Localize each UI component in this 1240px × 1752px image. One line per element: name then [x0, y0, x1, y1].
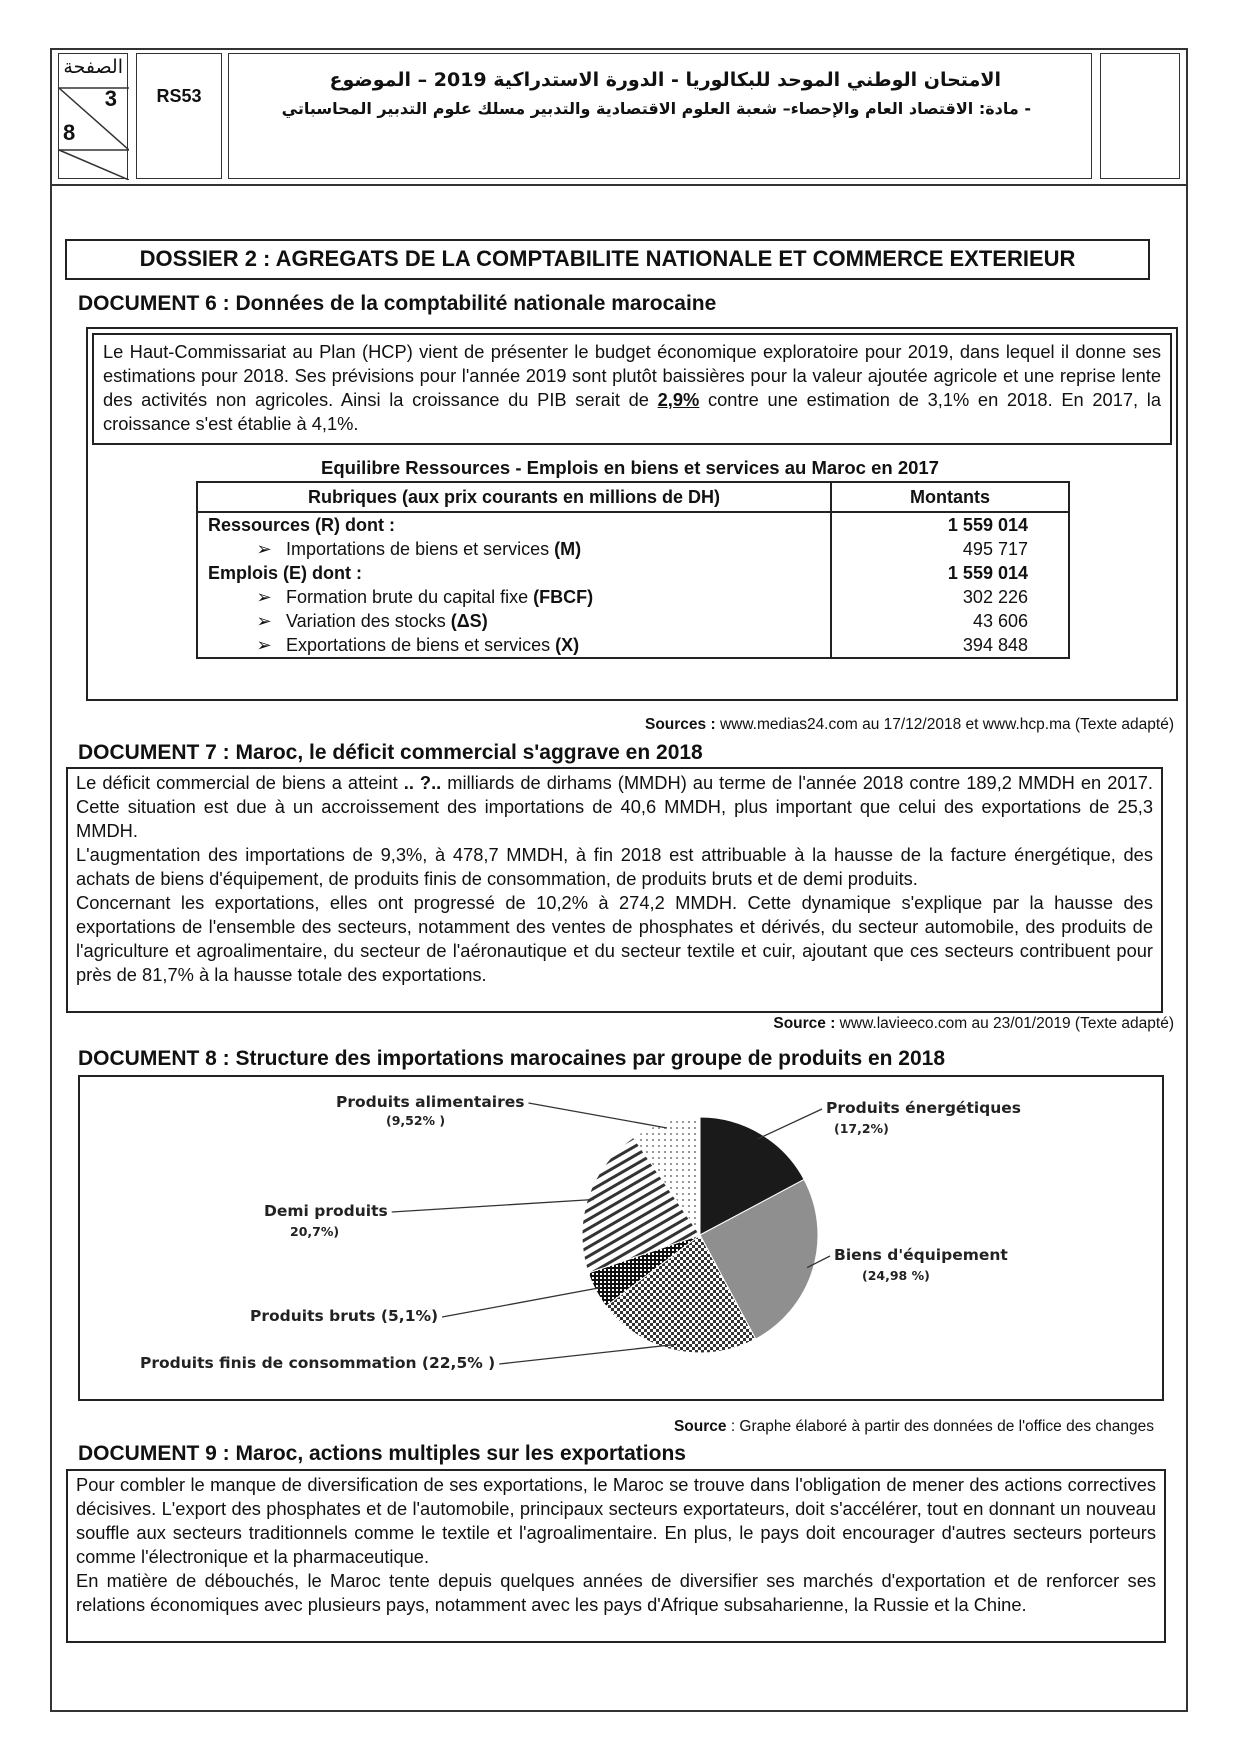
er-table-title: Equilibre Ressources - Emplois en biens et services au Maroc en 2017	[321, 457, 939, 478]
table-row	[197, 585, 1069, 609]
deficit-blank: .. ?..	[403, 772, 442, 793]
imports-value: 495 717	[831, 537, 1069, 561]
table-row	[197, 512, 1069, 537]
fbcf-abbr: (FBCF)	[533, 587, 594, 607]
imports-label: Importations de biens et services	[286, 539, 555, 559]
pie-label-3: Produits bruts (5,1%)	[250, 1307, 439, 1325]
table-row	[197, 537, 1069, 561]
pie-value-label-4: 20,7%)	[290, 1224, 340, 1239]
doc7-label: DOCUMENT 7	[78, 741, 217, 764]
doc8-title: : Structure des importations marocaines par groupe de produits en 2018	[216, 1047, 946, 1070]
pie-leader-line-4	[392, 1200, 594, 1212]
page-total: 8	[63, 120, 76, 145]
bullet-arrow-icon: ➢	[256, 587, 272, 607]
doc8-source	[674, 1418, 1154, 1436]
stocks-abbr: (ΔS)	[450, 611, 488, 631]
fbcf-value: 302 226	[831, 585, 1069, 609]
exports-value: 394 848	[831, 633, 1069, 658]
doc7-p1-after: milliards de dirhams (MMDH) au terme de l'année 2018 contre 189,2 MMDH en 2017. Cette situation est due à un accroissement des importations de 40,6 MMDH, plus important que celui des exportations de 25,3 MMDH.	[76, 772, 1153, 841]
doc8-heading	[78, 1047, 945, 1071]
cell-diagonals	[59, 54, 129, 180]
pie-chart	[80, 1077, 1162, 1399]
doc8-chart-box	[78, 1075, 1164, 1401]
doc7-source	[773, 1015, 1174, 1033]
doc7-p1-before: Le déficit commercial de biens a atteint	[76, 772, 404, 793]
doc6-heading	[78, 292, 716, 316]
col-montants: Montants	[831, 482, 1069, 512]
bullet-arrow-icon: ➢	[256, 539, 272, 559]
doc6-text-before: Le Haut-Commissariat au Plan (HCP) vient de présenter le budget économique exploratoire pour 2019, dans lequel il donne ses estimations pour 2018. Ses prévisions pour l'année 2019 sont plutôt baissières pour la valeur ajoutée agricole et une reprise lente des activités non agricoles. Ainsi la croissance du PIB serait de	[103, 341, 1161, 410]
pie-value-label-1: (24,98 %)	[862, 1268, 930, 1283]
resources-value: 1 559 014	[831, 512, 1069, 537]
doc9-paragraph-2: En matière de débouchés, le Maroc tente depuis quelques années de diversifier ses marchés d'exportation et de renforcer ses relations économiques avec plusieurs pays, notamment avec les pays d'Afrique subsaharienne, la Russie et la Chine.	[76, 1570, 1156, 1615]
page-label: الصفحة	[63, 56, 123, 78]
resources-label: Ressources (R) dont :	[208, 515, 396, 535]
doc8-source-label: Source	[673, 1418, 727, 1435]
doc9-text-box	[66, 1469, 1166, 1643]
exam-code: RS53	[156, 86, 202, 106]
doc7-title: : Maroc, le déficit commercial s'aggrave en 2018	[216, 741, 703, 764]
stocks-label: Variation des stocks	[286, 611, 451, 631]
doc8-label: DOCUMENT 8	[78, 1047, 217, 1070]
fbcf-label: Formation brute du capital fixe	[286, 587, 534, 607]
header-right-cell	[1100, 53, 1180, 179]
bullet-arrow-icon: ➢	[256, 611, 272, 631]
doc6-source-label: Sources :	[645, 716, 716, 733]
doc7-heading	[78, 741, 703, 765]
doc6-paragraph	[103, 340, 1161, 436]
doc6-title: : Données de la comptabilité nationale marocaine	[216, 292, 717, 315]
dossier-title: DOSSIER 2 : AGREGATS DE LA COMPTABILITE NATIONALE ET COMMERCE EXTERIEUR	[139, 246, 1076, 271]
pie-value-label-0: (17,2%)	[834, 1121, 889, 1136]
pie-leader-line-2	[499, 1344, 676, 1364]
doc9-heading	[78, 1442, 686, 1466]
pie-leader-line-0	[758, 1109, 822, 1139]
exam-title-line2: - مادة: الاقتصاد العام والإحصاء– شعبة العلوم الاقتصادية والتدبير مسلك علوم التدبير المحاسباتي	[281, 99, 1031, 118]
pie-label-5: Produits alimentaires	[336, 1093, 525, 1111]
imports-abbr: (M)	[554, 539, 582, 559]
doc7-text-box	[66, 767, 1163, 1013]
table-row	[197, 633, 1069, 658]
exam-code-cell	[136, 53, 222, 179]
doc8-source-text: : Graphe élaboré à partir des données de l'office des changes	[726, 1418, 1154, 1435]
exam-title-cell	[228, 53, 1092, 179]
bullet-arrow-icon: ➢	[256, 635, 272, 655]
doc6-growth-highlight: 2,9%	[657, 389, 700, 410]
doc9-paragraph-1: Pour combler le manque de diversification de ses exportations, le Maroc se trouve dans l'obligation de mener des actions correctives décisives. L'export des phosphates et de l'automobile, principaux secteurs exportateurs, doit s'accélérer, tout en donnant un nouveau souffle aux secteurs traditionnels comme le textile et l'agroalimentaire. En plus, le pays doit encourager d'autres secteurs porteurs comme l'électronique et la pharmaceutique.	[76, 1474, 1156, 1567]
stocks-value: 43 606	[831, 609, 1069, 633]
doc6-text-box	[92, 333, 1172, 445]
dossier-title-box	[65, 239, 1150, 280]
col-rubriques: Rubriques (aux prix courants en millions de DH)	[197, 482, 831, 512]
doc9-title: : Maroc, actions multiples sur les exportations	[216, 1442, 686, 1465]
exam-title-line1: الامتحان الوطني الموحد للبكالوريا - الدورة الاستدراكية 2019 – الموضوع	[329, 69, 1001, 91]
doc9-label: DOCUMENT 9	[78, 1442, 217, 1465]
doc7-source-label: Source :	[773, 1015, 836, 1032]
doc6-source	[645, 716, 1174, 734]
table-row	[197, 561, 1069, 585]
pie-leader-line-3	[442, 1288, 601, 1317]
pie-label-0: Produits énergétiques	[826, 1099, 1022, 1117]
uses-value: 1 559 014	[831, 561, 1069, 585]
page-number: 3	[104, 86, 117, 111]
doc6-text-after: contre une estimation de 3,1% en 2018. En 2017, la croissance s'est établie à 4,1%.	[103, 389, 1162, 434]
doc7-source-text: www.lavieeco.com au 23/01/2019 (Texte adapté)	[835, 1015, 1174, 1032]
exports-abbr: (X)	[555, 635, 580, 655]
doc7-paragraph-3: Concernant les exportations, elles ont progressé de 10,2% à 274,2 MMDH. Cette dynamique s'explique par la hausse des exportations de l'ensemble des secteurs, notamment des ventes de phosphates et dérivés, du secteur automobile, des produits de l'agriculture et agroalimentaire, du secteur de l'aéronautique et du secteur textile et cuir, ajoutant que ces secteurs contribuent pour près de 81,7% à la hausse totale des exportations.	[76, 892, 1153, 985]
table-row	[197, 609, 1069, 633]
uses-label: Emplois (E) dont :	[208, 563, 362, 583]
pie-label-2: Produits finis de consommation (22,5% )	[140, 1354, 496, 1372]
page-number-cell	[58, 53, 128, 179]
doc7-paragraph-1	[76, 771, 1153, 843]
pie-label-4: Demi produits	[264, 1202, 388, 1220]
pie-label-1: Biens d'équipement	[834, 1246, 1008, 1264]
exports-label: Exportations de biens et services	[286, 635, 556, 655]
doc7-paragraph-2: L'augmentation des importations de 9,3%, à 478,7 MMDH, à fin 2018 est attribuable à la hausse de la facture énergétique, des achats de biens d'équipement, de produits finis de consommation, de produits bruts et de demi produits.	[76, 844, 1153, 889]
doc6-label: DOCUMENT 6	[78, 292, 217, 315]
er-table-header	[197, 482, 1069, 512]
doc6-source-text: www.medias24.com au 17/12/2018 et www.hcp.ma (Texte adapté)	[715, 716, 1174, 733]
pie-leader-line-5	[528, 1103, 667, 1128]
er-table	[196, 481, 1070, 659]
pie-value-label-5: (9,52% )	[386, 1113, 446, 1128]
